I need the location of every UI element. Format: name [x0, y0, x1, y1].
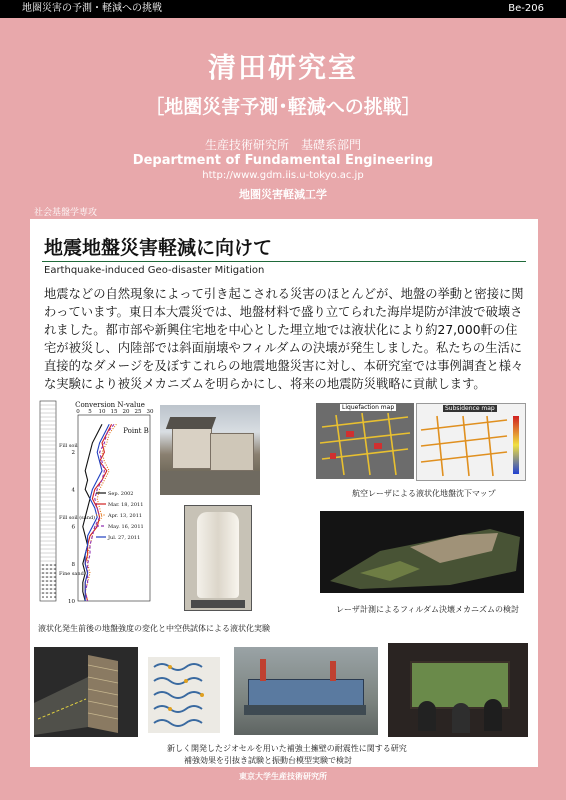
x-tick-label: 15	[110, 409, 118, 415]
wall-model-render	[34, 647, 138, 737]
log-dot	[46, 596, 48, 598]
legend-label: Apr. 13, 2011	[108, 513, 143, 519]
legend-label: Jul. 27, 2011	[108, 535, 141, 541]
log-dot	[50, 596, 52, 598]
department: Department of Fundamental Engineering	[132, 153, 434, 168]
y-tick-label: 10	[68, 599, 75, 605]
dam-pointcloud	[320, 511, 524, 593]
log-dot	[42, 584, 44, 586]
y-tick-label: 6	[71, 524, 75, 531]
log-dot	[46, 584, 48, 586]
house-photo	[160, 405, 260, 495]
log-dot	[54, 572, 56, 574]
x-tick-label: 25	[134, 409, 142, 415]
log-dot	[42, 580, 44, 582]
x-tick-label: 10	[98, 409, 106, 415]
log-dot	[50, 568, 52, 570]
lab-subtitle: ［地圏災害予測･軽減への挑戦］	[145, 96, 421, 118]
log-dot	[42, 588, 44, 590]
chart-title: Point B	[123, 427, 149, 435]
course-label: 社会基盤学専攻	[34, 208, 98, 218]
liquefaction-caption: 液状化発生前後の地盤強度の変化と中空供試体による液状化実験	[38, 624, 270, 633]
y-tick-label: 4	[71, 487, 75, 494]
nvalue-chart	[38, 395, 156, 611]
subsidence-map	[416, 403, 526, 481]
y-tick-label: 8	[71, 561, 75, 568]
x-tick-label: 0	[76, 409, 80, 415]
section-heading-en: Earthquake-induced Geo-disaster Mitigation	[44, 265, 265, 276]
log-dot	[50, 576, 52, 578]
dam-caption: レーザ計測によるフィルダム決壊メカニズムの検討	[336, 605, 520, 614]
log-dot	[46, 576, 48, 578]
log-dot	[50, 564, 52, 566]
series-line	[85, 424, 109, 601]
y-tick-label: 2	[71, 450, 75, 457]
log-dot	[50, 572, 52, 574]
x-tick-label: 30	[146, 409, 154, 415]
log-dot	[42, 568, 44, 570]
log-dot	[54, 576, 56, 578]
x-tick-label: 5	[88, 409, 92, 415]
footer: 東京大学生産技術研究所	[239, 772, 327, 781]
log-dot	[54, 596, 56, 598]
research-field: 地圏災害軽減工学	[239, 188, 327, 201]
team-photo	[388, 643, 528, 737]
content-panel	[30, 219, 538, 767]
layer-label: Fill soil (sand)	[59, 515, 96, 521]
log-dot	[54, 580, 56, 582]
top-bar	[0, 0, 566, 18]
log-dot	[46, 588, 48, 590]
log-dot	[50, 584, 52, 586]
plot-frame	[78, 415, 150, 601]
layer-label: Fill soil	[59, 443, 78, 449]
section-heading: 地震地盤災害軽減に向けて	[44, 237, 273, 259]
maps-caption: 航空レーザによる液状化地盤沈下マップ	[352, 489, 496, 498]
topbar-code: Be-206	[508, 3, 544, 14]
log-dot	[54, 584, 56, 586]
geocell-photo	[148, 657, 220, 733]
legend-label: May. 16, 2011	[108, 524, 144, 530]
shaking-table-photo	[234, 647, 378, 735]
lab-url[interactable]: http://www.gdm.iis.u-tokyo.ac.jp	[202, 170, 364, 181]
series-line	[83, 424, 102, 601]
wall-caption-2: 補強効果を引抜き試験と振動台模型実験で検討	[184, 756, 352, 765]
lab-title: 清田研究室	[207, 51, 358, 84]
layer-label: Fine sand	[59, 571, 84, 577]
log-dot	[54, 588, 56, 590]
log-dot	[50, 592, 52, 594]
log-dot	[54, 564, 56, 566]
log-dot	[42, 576, 44, 578]
specimen-photo	[184, 505, 252, 611]
header	[0, 18, 566, 201]
legend-label: Sep. 2002	[108, 491, 134, 497]
log-dot	[42, 572, 44, 574]
log-dot	[50, 580, 52, 582]
x-axis-label: Conversion N-value	[75, 401, 145, 409]
liquefaction-map-label: Liquefaction map	[342, 404, 395, 411]
log-dot	[46, 580, 48, 582]
topbar-theme: 地圏災害の予測・軽減への挑戦	[22, 3, 162, 14]
log-dot	[42, 592, 44, 594]
nvalue-chart-svg	[38, 395, 156, 611]
log-dot	[46, 592, 48, 594]
institute: 生産技術研究所 基礎系部門	[204, 138, 361, 152]
liquefaction-map	[316, 403, 414, 479]
subsidence-map-label: Subsidence map	[445, 405, 495, 412]
log-dot	[46, 568, 48, 570]
heading-rule	[42, 261, 526, 262]
legend-label: Mar. 18, 2011	[108, 502, 144, 508]
log-dot	[54, 568, 56, 570]
x-tick-label: 20	[122, 409, 130, 415]
wall-caption-1: 新しく開発したジオセルを用いた補強土擁壁の耐震性に関する研究	[167, 744, 407, 753]
log-dot	[46, 572, 48, 574]
section-body: 地震などの自然現象によって引き起こされる災害のほとんどが、地盤の挙動と密接に関わっています。東日本大震災では、地盤材料で盛り立てられた海岸堤防が津波で破壊されました。都市部や新興住宅地を中心とした埋立地では液状化により約27,000軒の住宅が被災し、内陸部では斜面崩壊やフィルダムの決壊が発生しました。私たちの生活に直接的なダメージを及ぼすこれらの地震地盤災害に対し、本研究室では事例調査と様々な実験により被災メカニズムを明らかにし、将来の地震防災戦略に貢献します。	[44, 287, 524, 391]
log-dot	[46, 564, 48, 566]
log-dot	[42, 564, 44, 566]
log-dot	[42, 596, 44, 598]
log-dot	[54, 592, 56, 594]
log-dot	[50, 588, 52, 590]
